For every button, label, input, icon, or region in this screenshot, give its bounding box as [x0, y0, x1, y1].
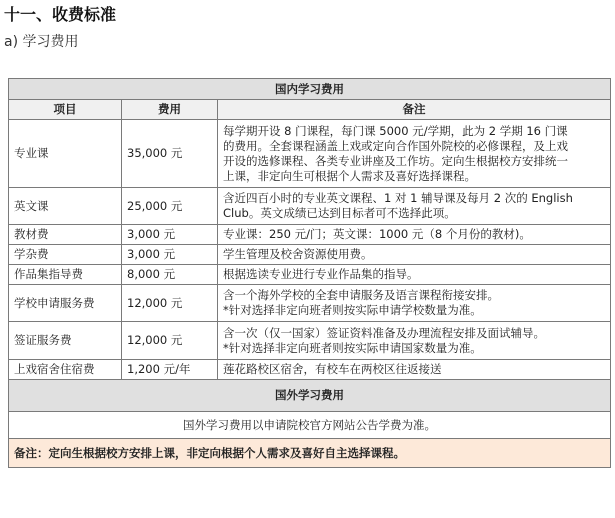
note-cell	[218, 120, 611, 188]
item-cell: 教材费	[9, 225, 122, 245]
note-line: 每学期开设 8 门课程，每门课 5000 元/学期，此为 2 学期 16 门课	[223, 123, 568, 138]
fee-cell: 12,000 元	[122, 285, 218, 322]
note-cell	[218, 188, 611, 225]
fee-cell: 35,000 元	[122, 120, 218, 188]
column-header-row	[9, 100, 611, 120]
note-line: *针对选择非定向班者则按实际申请国家数量为准。	[223, 340, 482, 355]
item-cell: 作品集指导费	[9, 265, 122, 285]
domestic-title: 国内学习费用	[9, 79, 611, 100]
column-header-item: 项目	[9, 100, 122, 120]
note-line: 上课，非定向生可根据个人需求及喜好选择课程。	[223, 168, 476, 183]
international-header-row	[9, 380, 611, 412]
note-line: 含一个海外学校的全套申请服务及语言课程衔接安排。	[223, 288, 499, 302]
fee-cell: 12,000 元	[122, 322, 218, 360]
note-line: Club。英文成绩已达到目标者可不选择此项。	[223, 206, 456, 220]
footnote-row	[9, 439, 611, 468]
fee-table	[8, 78, 611, 468]
fee-cell: 3,000 元	[122, 245, 218, 265]
note-line: 含一次（仅一国家）签证资料准备及办理流程安排及面试辅导。	[223, 325, 545, 340]
fee-cell: 25,000 元	[122, 188, 218, 225]
note-line: 开设的选修课程、各类专业讲座及工作坊。定向生根据校方安排统一	[223, 153, 568, 168]
note-line: 的费用。全套课程涵盖上戏或定向合作国外院校的必修课程，及上戏	[223, 138, 568, 153]
column-header-fee: 费用	[122, 100, 218, 120]
sub-title: a) 学习费用	[4, 34, 79, 50]
item-cell: 学杂费	[9, 245, 122, 265]
note-line: *针对选择非定向班者则按实际申请学校数量为准。	[223, 303, 482, 317]
column-header-note: 备注	[218, 100, 611, 120]
table-row	[9, 225, 611, 245]
section-title: 十一、收费标准	[4, 5, 117, 24]
fee-cell: 1,200 元/年	[122, 360, 218, 380]
item-cell: 学校申请服务费	[9, 285, 122, 322]
note-cell	[218, 285, 611, 322]
note-cell: 根据选读专业进行专业作品集的指导。	[218, 265, 611, 285]
note-cell: 专业课：250 元/门；英文课：1000 元（8 个月份的教材)。	[218, 225, 611, 245]
international-title: 国外学习费用	[9, 380, 611, 412]
item-cell: 专业课	[9, 120, 122, 188]
note-cell	[218, 322, 611, 360]
table-row	[9, 285, 611, 322]
domestic-header-row	[9, 79, 611, 100]
table-row	[9, 322, 611, 360]
item-cell: 签证服务费	[9, 322, 122, 360]
table-row	[9, 120, 611, 188]
note-cell: 学生管理及校舍资源使用费。	[218, 245, 611, 265]
note-line: 含近四百小时的专业英文课程、1 对 1 辅导课及每月 2 次的 English	[223, 191, 573, 205]
fee-cell: 3,000 元	[122, 225, 218, 245]
item-cell: 上戏宿舍住宿费	[9, 360, 122, 380]
table-row	[9, 360, 611, 380]
international-text-row	[9, 412, 611, 439]
international-text: 国外学习费用以申请院校官方网站公告学费为准。	[9, 412, 611, 439]
item-cell: 英文课	[9, 188, 122, 225]
table-row	[9, 188, 611, 225]
table-row	[9, 265, 611, 285]
note-cell: 莲花路校区宿舍，有校车在两校区往返接送	[218, 360, 611, 380]
table-row	[9, 245, 611, 265]
fee-cell: 8,000 元	[122, 265, 218, 285]
footnote-text: 备注：定向生根据校方安排上课，非定向根据个人需求及喜好自主选择课程。	[9, 439, 611, 468]
